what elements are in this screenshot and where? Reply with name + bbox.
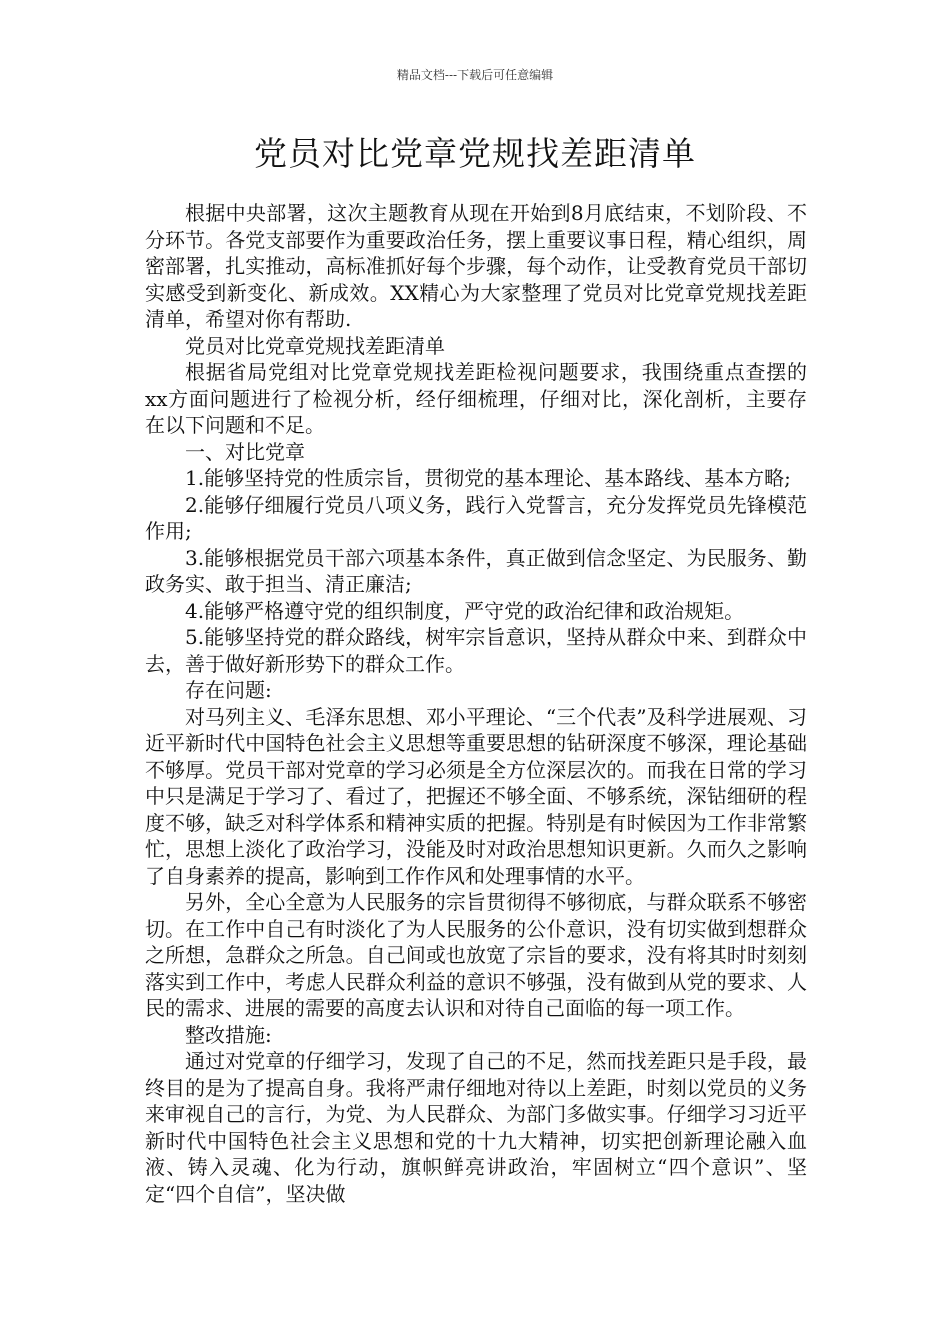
list-item: 1.能够坚持党的性质宗旨，贯彻党的基本理论、基本路线、基本方略; — [185, 466, 791, 490]
list-item: 4.能够严格遵守党的组织制度，严守党的政治纪律和政治规矩。 — [185, 598, 745, 623]
subheading: 整改措施: — [185, 1022, 272, 1047]
section-heading: 一、对比党章 — [185, 439, 305, 464]
page-header: 精品文档---下载后可任意编辑 — [396, 68, 554, 82]
document-title: 党员对比党章党规找差距清单 — [254, 134, 696, 173]
paragraph: 根据中央部署，这次主题教育从现在开始到8月底结束，不划阶段、不分环节。各党支部要作为重要政治任务，摆上重要议事日程，精心组织，周密部署，扎实推动，高标准抓好每个步骤，每个动作，让受教育党员干部切实感受到新变化、新成效。XX精心为大家整理了党员对比党章党规找差距清单，希望对你有帮助. — [145, 201, 807, 331]
paragraph: 通过对党章的仔细学习，发现了自己的不足，然而找差距只是手段，最终目的是为了提高自身。我将严肃仔细地对待以上差距，时刻以党员的义务来审视自己的言行，为党、为人民群众、为部门多做实事。仔细学习习近平新时代中国特色社会主义思想和党的十九大精神，切实把创新理论融入血液、铸入灵魂、化为行动，旗帜鲜亮讲政治，牢固树立“四个意识”、坚定“四个自信”，坚决做 — [145, 1049, 807, 1206]
paragraph: 根据省局党组对比党章党规找差距检视问题要求，我围绕重点查摆的xx方面问题进行了检视分析，经仔细梳理，仔细对比，深化剖析，主要存在以下问题和不足。 — [145, 360, 807, 437]
list-item: 2.能够仔细履行党员八项义务，践行入党誓言，充分发挥党员先锋模范作用; — [145, 492, 807, 543]
paragraph: 党员对比党章党规找差距清单 — [185, 333, 445, 358]
paragraph: 另外，全心全意为人民服务的宗旨贯彻得不够彻底，与群众联系不够密切。在工作中自己有时淡化了为人民服务的公仆意识，没有切实做到想群众之所想，急群众之所急。自己间或也放宽了宗旨的要求，没有将其时时刻刻落实到工作中，考虑人民群众利益的意识不够强，没有做到从党的要求、人民的需求、进展的需要的高度去认识和对待自己面临的每一项工作。 — [145, 890, 807, 1020]
list-item: 5.能够坚持党的群众路线，树牢宗旨意识，坚持从群众中来、到群众中去，善于做好新形势下的群众工作。 — [145, 625, 807, 676]
document-body — [145, 200, 807, 1207]
list-item: 3.能够根据党员干部六项基本条件，真正做到信念坚定、为民服务、勤政务实、敢于担当、清正廉洁; — [145, 545, 807, 596]
subheading: 存在问题: — [185, 678, 272, 702]
paragraph: 对马列主义、毛泽东思想、邓小平理论、“三个代表”及科学进展观、习近平新时代中国特色社会主义思想等重要思想的钻研深度不够深，理论基础不够厚。党员干部对党章的学习必须是全方位深层次的。而我在日常的学习中只是满足于学习了、看过了，把握还不够全面、不够系统，深钻细研的程度不够，缺乏对科学体系和精神实质的把握。特别是有时候因为工作非常繁忙，思想上淡化了政治学习，没能及时对政治思想知识更新。久而久之影响了自身素养的提高，影响到工作作风和处理事情的水平。 — [145, 704, 807, 888]
